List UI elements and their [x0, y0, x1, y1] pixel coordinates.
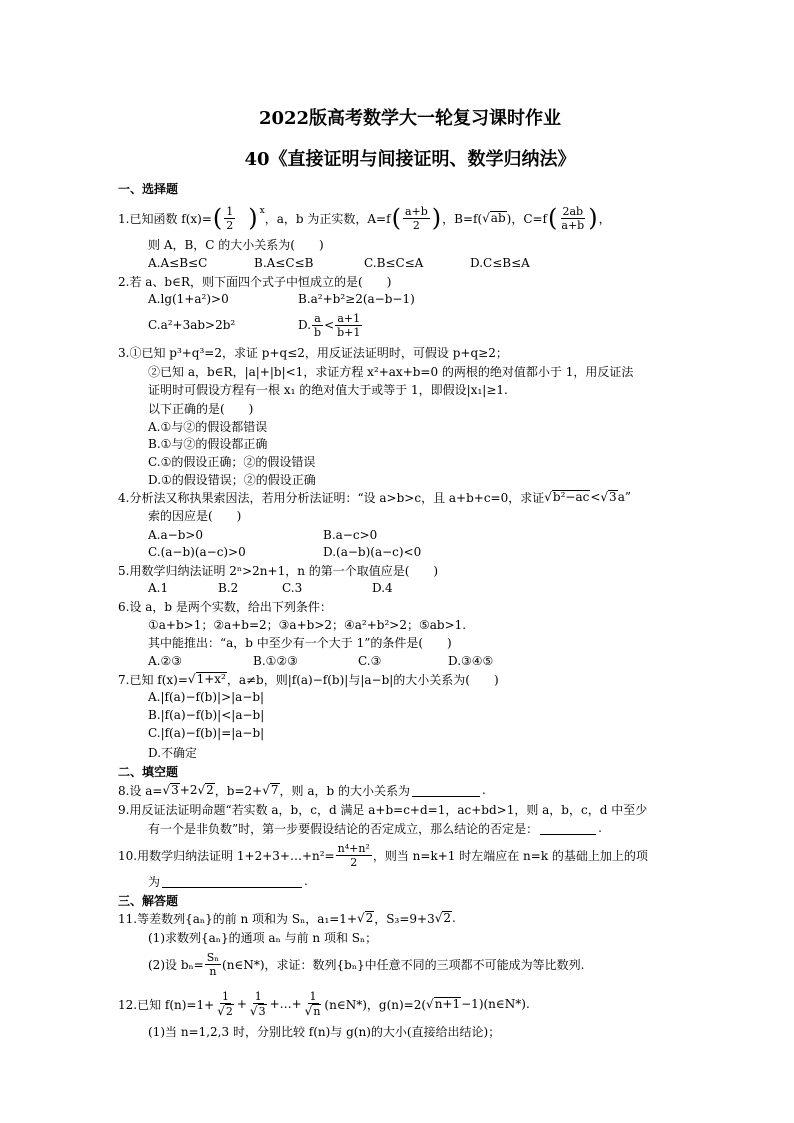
right-paren: ) [588, 204, 598, 232]
option-a: A.①与②的假设都错误 [148, 419, 268, 434]
section-heading-solve: 三、解答题 [118, 893, 179, 908]
document-subtitle: 40《直接证明与间接证明、数学归纳法》 [244, 149, 576, 170]
question-text: 12.已知 f(n)=1+ [118, 997, 215, 1012]
question-text: +…+ [269, 997, 302, 1011]
question-9-text [148, 813, 602, 843]
radical-sign: √ [249, 1004, 258, 1018]
question-2-stem: 2.若 a、b∈R，则下面四个式子中恒成立的是( ) [118, 274, 392, 289]
option-d [298, 310, 363, 340]
radical-sign: √ [304, 1004, 313, 1018]
radicand: ab [490, 211, 506, 225]
radicand: b²−ac [552, 490, 590, 504]
option-b: B.2 [218, 581, 239, 595]
square-root [435, 911, 452, 925]
question-text: ， [598, 211, 611, 226]
question-text: 1.已知函数 f(x)= [118, 211, 212, 226]
question-text: 8.设 a= [118, 783, 163, 798]
question-text: ，则 a，b 的大小关系为 [279, 783, 410, 798]
option-d: D.4 [372, 581, 393, 595]
question-6-conditions: ①a+b>1；②a+b=2；③a+b>2；④a²+b²>2；⑤ab>1. [148, 617, 467, 632]
radical-sign: √ [197, 783, 206, 797]
fraction-denominator: 2 [350, 855, 358, 869]
radicand: n [313, 1005, 321, 1018]
fraction-numerator: Sₙ [206, 950, 220, 964]
fraction-numerator: 1 [226, 204, 234, 218]
option-a: A.lg(1+a²)>0 [148, 292, 229, 306]
option-b: B.①与②的假设都正确 [148, 436, 268, 451]
square-root [544, 490, 590, 504]
question-text: (n∈N*)，g(n)=2( [324, 997, 427, 1012]
option-c: C.a²+3ab>2b² [148, 318, 236, 332]
radical-sign: √ [162, 783, 171, 797]
question-text: (2)设 bₙ= [148, 957, 204, 972]
fraction [403, 205, 430, 232]
fraction-denominator: b+1 [337, 325, 361, 339]
question-text: 4.分析法又称执果索因法，若用分析法证明：“设 a>b>c，且 a+b+c=0，求证 [118, 490, 545, 505]
answer-blank [162, 874, 302, 888]
fraction-denominator: n [209, 964, 217, 978]
radicand: n+1 [434, 997, 461, 1011]
option-a: A.a−b>0 [148, 528, 204, 542]
radicand: 1+x² [196, 672, 226, 686]
question-text: ，B=f( [442, 211, 483, 226]
question-text: 7.已知 f(x)= [118, 672, 188, 687]
option-d: D.①的假设错误；②的假设正确 [148, 472, 316, 487]
fraction [205, 951, 221, 978]
option-c: C.B≤C≤A [364, 256, 424, 270]
fraction-numerator: n⁴+n² [337, 841, 370, 855]
fraction [303, 990, 324, 1018]
option-c: C.(a−b)(a−c)>0 [148, 545, 246, 559]
option-b: B.A≤C≤B [254, 256, 314, 270]
less-than-sign: < [324, 318, 335, 332]
question-text: a” [617, 490, 631, 504]
question-text: ，则当 n=k+1 时左端应在 n=k 的基础上加上的项 [372, 848, 648, 863]
option-d: D.不确定 [148, 745, 198, 760]
question-11-part-2 [148, 949, 584, 979]
exponent: x [259, 206, 265, 216]
left-paren: ( [212, 204, 223, 232]
fraction-numerator: 1 [309, 990, 317, 1003]
option-c: C.①的假设正确；②的假设错误 [148, 454, 316, 469]
option-a: A.1 [148, 581, 169, 595]
fraction-denominator: 2 [412, 218, 420, 232]
fraction-denominator: a+b [561, 218, 585, 232]
fraction [336, 842, 372, 869]
radicand: 2 [365, 911, 374, 925]
radical-sign: √ [187, 672, 196, 686]
fraction [224, 205, 235, 232]
radicand: 2 [225, 1005, 233, 1018]
question-3-text: ②已知 a，b∈R，|a|+|b|<1，求证方程 x²+ax+b=0 的两根的绝对值都小于 1，用反证法 [148, 364, 634, 379]
document-title: 2022版高考数学大一轮复习课时作业 [258, 108, 562, 129]
less-than-sign: < [590, 490, 601, 504]
square-root [482, 211, 507, 225]
question-4-prompt: 索的因应是( ) [148, 508, 242, 523]
option-a: A.A≤B≤C [148, 256, 208, 270]
plus-sign: + [236, 997, 247, 1011]
option-b: B.|f(a)−f(b)|<|a−b| [148, 708, 265, 722]
question-text: )，C=f [506, 211, 548, 226]
question-text: ，a≠b，则|f(a)−f(b)|与|a−b|的大小关系为( ) [226, 672, 499, 687]
fraction-denominator: b [314, 325, 322, 339]
period: . [452, 911, 456, 925]
radicand: 2 [206, 783, 214, 797]
question-3-stem: 3.①已知 p³+q³=2，求证 p+q≤2，用反证法证明时，可假设 p+q≥2； [118, 345, 508, 360]
radical-sign: √ [600, 490, 609, 504]
fraction-numerator: a+1 [337, 311, 361, 325]
question-9-stem: 9.用反证法证明命题“若实数 a，b，c，d 满足 a+b=c+d=1，ac+bd>1，则 a，b，c，d 中至少 [118, 802, 648, 817]
fraction [312, 312, 323, 339]
option-d: D.C≤B≤A [470, 256, 530, 270]
fraction-numerator: 1 [222, 990, 230, 1003]
period: . [481, 783, 486, 797]
option-d: D.(a−b)(a−c)<0 [323, 545, 422, 559]
radical-sign: √ [426, 997, 434, 1011]
right-paren: ) [431, 204, 442, 232]
question-3-prompt: 以下正确的是( ) [148, 401, 254, 416]
radical-sign: √ [544, 490, 552, 504]
option-c: C.3 [282, 581, 303, 595]
fraction [335, 312, 362, 339]
radicand: 3 [258, 1005, 266, 1018]
radicand: 7 [270, 783, 279, 797]
period: . [304, 874, 308, 888]
left-paren: ( [391, 204, 401, 232]
radicand: 3 [609, 490, 617, 504]
question-text: ，a，b 为正实数，A=f [264, 211, 391, 226]
fraction [215, 990, 236, 1018]
fraction-denominator: 2 [226, 218, 234, 232]
question-11-part-1: (1)求数列{aₙ}的通项 aₙ 与前 n 项和 Sₙ； [148, 930, 378, 945]
square-root [600, 490, 617, 504]
question-text: (n∈N*)，求证：数列{bₙ}中任意不同的三项都不可能成为等比数列. [222, 957, 585, 972]
question-5-stem: 5.用数学归纳法证明 2ⁿ>2n+1，n 的第一个取值应是( ) [118, 563, 439, 578]
fraction-numerator: a [314, 311, 321, 325]
question-6-prompt: 其中能推出：“a，b 中至少有一个大于 1”的条件是( ) [148, 635, 452, 650]
option-b: B.①②③ [253, 654, 298, 668]
radical-sign: √ [217, 1004, 225, 1018]
fraction-numerator: a+b [404, 204, 428, 218]
left-paren: ( [548, 204, 558, 232]
answer-blank [540, 821, 596, 835]
option-b: B.a²+b²≥2(a−b−1) [298, 292, 415, 306]
question-3-text: 证明时可假设方程有一根 x₁ 的绝对值大于或等于 1，即假设|x₁|≥1. [148, 382, 508, 397]
question-12-stem [118, 989, 530, 1019]
question-1-prompt: 则 A，B，C 的大小关系为( ) [148, 237, 324, 252]
option-d: D.③④⑤ [448, 654, 494, 668]
option-a: A.②③ [148, 654, 182, 668]
square-root [426, 997, 461, 1011]
question-text: ，b=2+ [214, 783, 263, 798]
period: . [598, 821, 602, 835]
fraction [559, 205, 586, 232]
question-text: −1)(n∈N*). [461, 997, 530, 1011]
question-text: 11.等差数列{aₙ}的前 n 项和为 Sₙ，a₁=1+ [118, 911, 357, 926]
question-12-part-1: (1)当 n=1,2,3 时，分别比较 f(n)与 g(n)的大小(直接给出结论)； [148, 1024, 501, 1039]
question-text: +2 [179, 783, 198, 797]
option-label: D. [298, 318, 312, 332]
question-6-stem: 6.设 a，b 是两个实数，给出下列条件： [118, 599, 332, 614]
radical-sign: √ [357, 911, 365, 925]
option-b: B.a−c>0 [323, 528, 378, 542]
section-heading-fill: 二、填空题 [118, 764, 179, 779]
option-a: A.|f(a)−f(b)|>|a−b| [148, 690, 265, 704]
fraction-numerator: 1 [254, 990, 262, 1003]
section-heading-choice: 一、选择题 [118, 181, 179, 196]
fraction-numerator: 2ab [562, 204, 584, 218]
right-paren: ) [248, 204, 258, 232]
radicand: 2 [443, 911, 452, 925]
question-text: 为 [148, 874, 161, 889]
option-c: C.|f(a)−f(b)|=|a−b| [148, 726, 265, 740]
question-text: 有一个是非负数”时，第一步要假设结论的否定成立，那么结论的否定是： [148, 821, 539, 836]
question-text: 10.用数学归纳法证明 1+2+3+…+n²= [118, 848, 335, 863]
option-c: C.③ [358, 654, 382, 668]
radical-sign: √ [482, 211, 490, 225]
fraction [248, 990, 269, 1018]
radicand: 3 [171, 783, 179, 797]
question-text: ，S₃=9+3 [374, 911, 435, 926]
radical-sign: √ [262, 783, 270, 797]
radical-sign: √ [434, 911, 443, 925]
